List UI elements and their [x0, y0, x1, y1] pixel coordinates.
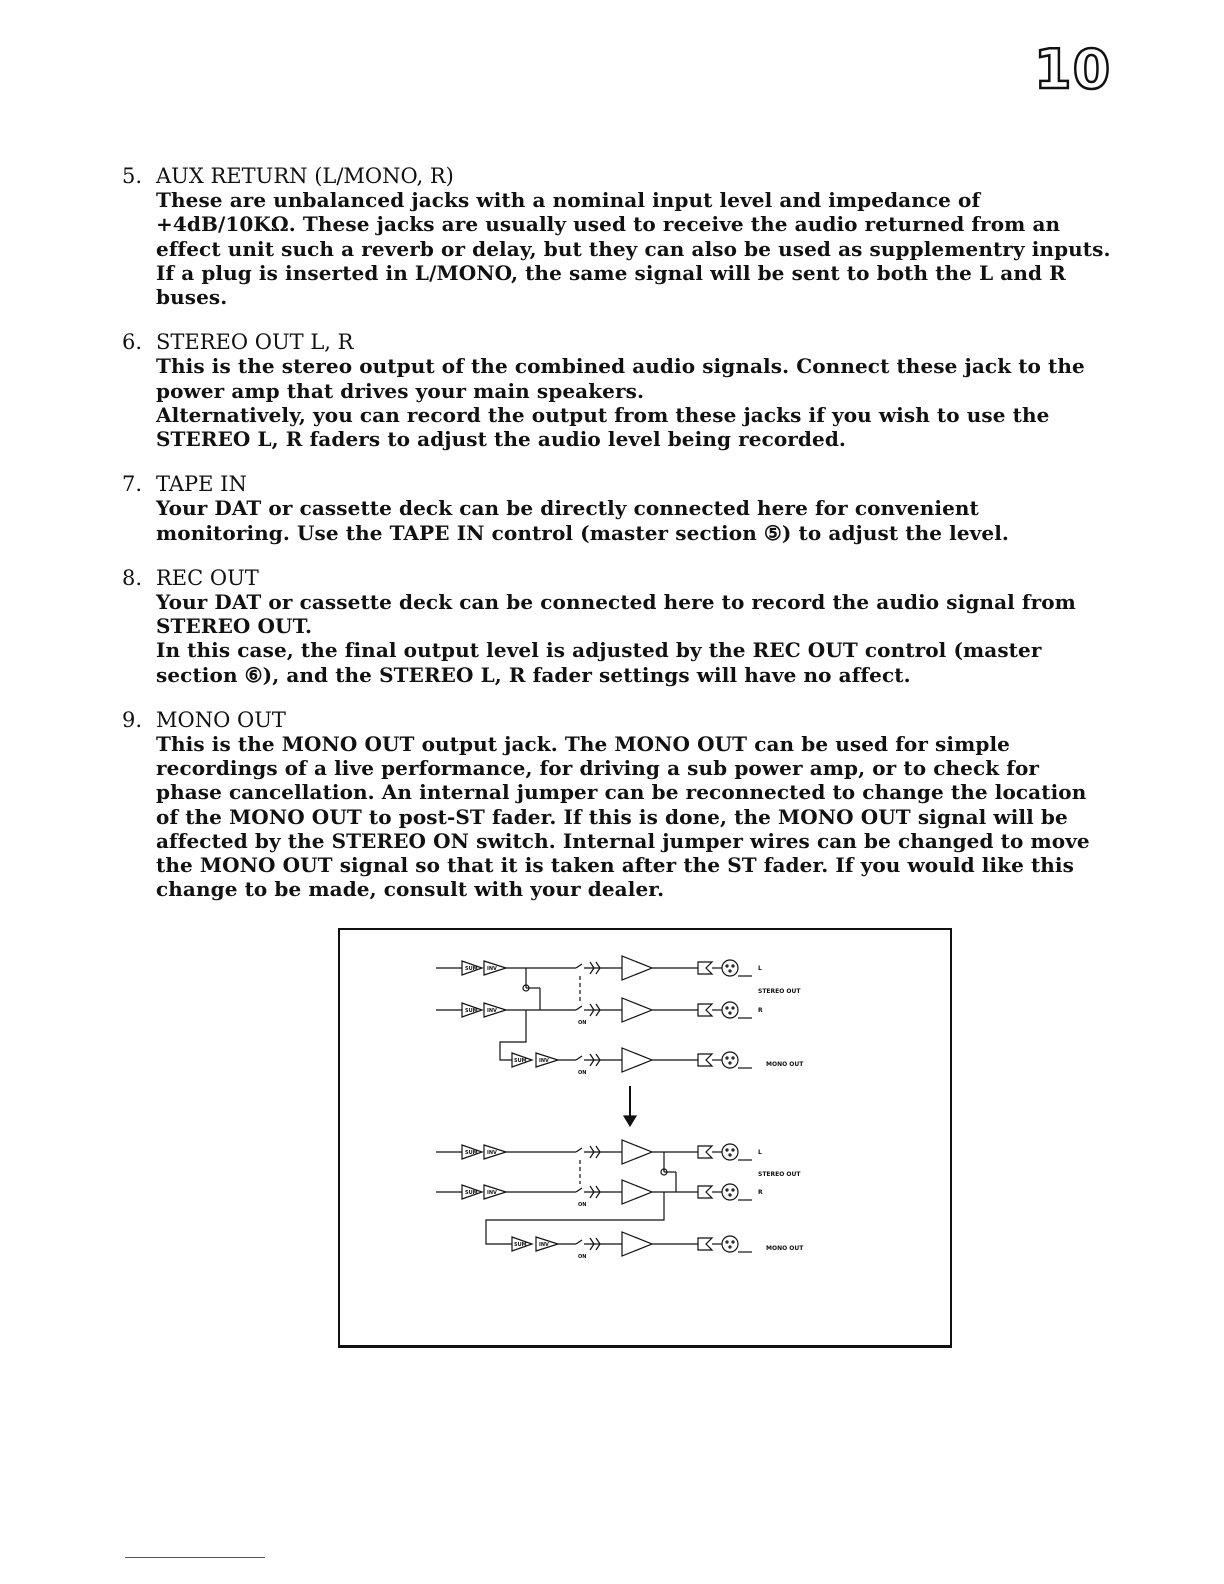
jack-label-r: R: [758, 1007, 763, 1014]
master-amp-icon: [622, 1180, 652, 1204]
section-paragraph: This is the stereo output of the combined audio signals. Connect these jack to the power amp that drives your main speakers.: [156, 354, 1085, 403]
xlr-jack-icon: [722, 1184, 738, 1200]
block-label: ON: [578, 1202, 587, 1208]
block-label: ON: [578, 1254, 587, 1260]
section-paragraph: If a plug is inserted in L/MONO, the same signal will be sent to both the L and R buses.: [156, 260, 1066, 310]
xlr-jack-icon: [722, 1002, 738, 1018]
xlr-jack-icon: [722, 960, 738, 976]
xlr-jack-icon: [722, 1052, 738, 1068]
xlr-jack-icon: [722, 1144, 738, 1160]
section-title: TAPE IN: [156, 472, 247, 497]
section-stereo-out: [122, 330, 1112, 451]
master-amp-icon: [622, 956, 652, 980]
section-paragraph: These are unbalanced jacks with a nominal input level and impedance of +4dB/10KΩ. These jacks are usually used to receive the audio returned from an effect unit such a reverb or delay, but they can also be used as supplementry inputs.: [156, 188, 1111, 261]
block-label: INV: [539, 1058, 549, 1064]
block-label: SUM: [465, 966, 478, 972]
section-paragraph: In this case, the final output level is adjusted by the REC OUT control (master section ⑥), and the STEREO L, R fader settings will have no affect.: [156, 638, 1042, 687]
section-number: 9.: [122, 707, 143, 732]
section-number: 5.: [122, 164, 143, 188]
section-number: 7.: [122, 472, 143, 497]
master-amp-icon: [622, 1048, 652, 1072]
manual-content: [122, 164, 1112, 922]
section-number: 8.: [122, 565, 143, 590]
block-label: SUM: [514, 1242, 527, 1248]
block-label: INV: [487, 1190, 497, 1196]
section-aux-return: [122, 164, 1112, 309]
section-tape-in: [122, 472, 1112, 545]
jack-label-l: L: [758, 965, 762, 972]
master-amp-icon: [622, 1140, 652, 1164]
master-amp-icon: [622, 1232, 652, 1256]
section-paragraph: This is the MONO OUT output jack. The MONO OUT can be used for simple recordings of a live performance, for driving a sub power amp, or to check for phase cancellation. An internal jumper can be reconnected to change the location of the MONO OUT to post-ST fader. If this is done, the MONO OUT signal will be affected by the STEREO ON switch. Internal jumper wires can be changed to move the MONO OUT signal so that it is taken after the ST fader. If you would like this change to be made, consult with your dealer.: [156, 732, 1090, 902]
section-title: MONO OUT: [156, 707, 286, 732]
stereo-out-label: STEREO OUT: [758, 1171, 801, 1178]
block-label: SUM: [514, 1058, 527, 1064]
section-paragraph: Your DAT or cassette deck can be connected here to record the audio signal from STEREO OUT.: [156, 590, 1076, 639]
stereo-out-label: STEREO OUT: [758, 988, 801, 995]
block-label: INV: [539, 1242, 549, 1248]
master-amp-icon: [622, 998, 652, 1022]
section-rec-out: [122, 566, 1112, 687]
section-title: STEREO OUT L, R: [156, 330, 354, 355]
footer-rule: [125, 1557, 265, 1558]
jack-label-l: L: [758, 1149, 762, 1156]
block-label: INV: [487, 966, 497, 972]
mono-out-jumper-diagram: [338, 928, 952, 1348]
block-label: SUM: [465, 1150, 478, 1156]
section-title: REC OUT: [156, 565, 259, 590]
section-title: AUX RETURN (L/MONO, R): [156, 164, 454, 188]
page-number: 10: [1034, 38, 1112, 101]
mono-out-label: MONO OUT: [766, 1061, 804, 1068]
block-label: SUM: [465, 1008, 478, 1014]
block-label: ON: [578, 1020, 587, 1026]
xlr-jack-icon: [722, 1236, 738, 1252]
section-number: 6.: [122, 330, 143, 355]
section-paragraph: Your DAT or cassette deck can be directly connected here for convenient monitoring. Use the TAPE IN control (master section ⑤) to adjust the level.: [156, 496, 1009, 545]
section-paragraph: Alternatively, you can record the output from these jacks if you wish to use the STEREO L, R faders to adjust the audio level being recorded.: [156, 402, 1050, 452]
mono-out-label: MONO OUT: [766, 1245, 804, 1252]
signal-flow-diagram: [340, 930, 950, 1346]
jack-label-r: R: [758, 1189, 763, 1196]
block-label: INV: [487, 1150, 497, 1156]
block-label: INV: [487, 1008, 497, 1014]
block-label: ON: [578, 1070, 587, 1076]
arrow-down-icon: [624, 1116, 636, 1126]
block-label: SUM: [465, 1190, 478, 1196]
section-mono-out: [122, 708, 1112, 902]
